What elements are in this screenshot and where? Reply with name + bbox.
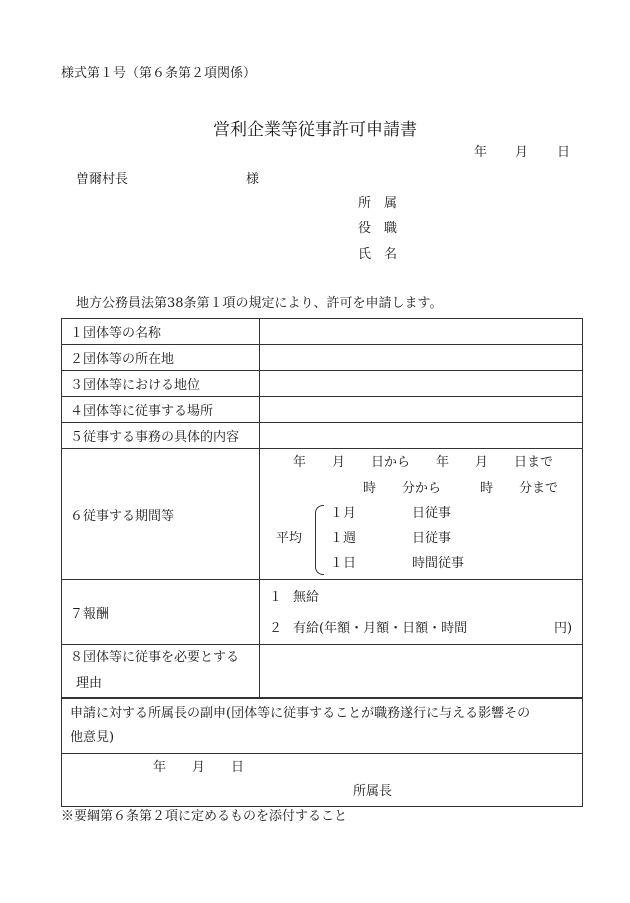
- addressee-honorific: 様: [246, 172, 260, 187]
- date-year: 年: [474, 145, 488, 160]
- period-field[interactable]: [260, 449, 583, 580]
- table-row: [62, 754, 583, 807]
- avg-week-label: １週: [330, 531, 357, 546]
- row-label-period: ６従事する期間等: [62, 449, 260, 580]
- period-time-range: 時 分から 時 分まで: [363, 481, 559, 496]
- addressee-name: 曽爾村長: [76, 172, 129, 187]
- work-place-field[interactable]: [260, 397, 583, 423]
- opinion-signer: 所属長: [353, 784, 393, 799]
- table-row: [62, 645, 583, 698]
- row-label-org-position: ３団体等における地位: [62, 371, 260, 397]
- table-row: [62, 397, 583, 423]
- table-row: [62, 449, 583, 580]
- table-row: [62, 371, 583, 397]
- work-content-field[interactable]: [260, 423, 583, 449]
- table-row: [62, 698, 583, 754]
- reward-option-paid: 有給(年額・月額・日額・時間: [293, 621, 468, 636]
- document-title: 営利企業等従事許可申請書: [213, 120, 417, 140]
- footnote: ※要綱第６条第２項に定めるものを添付すること: [61, 809, 348, 824]
- org-position-field[interactable]: [260, 371, 583, 397]
- avg-day-label: １日: [330, 556, 357, 571]
- applicant-position-label: 役 職: [358, 221, 398, 236]
- applicant-name-label: 氏 名: [358, 247, 398, 262]
- applicant-affiliation-label: 所 属: [358, 196, 398, 211]
- avg-month-unit: 日従事: [412, 506, 452, 521]
- reward-option-2-number: ２: [269, 621, 283, 636]
- reason-label-line2: 理由: [76, 675, 103, 691]
- reason-field[interactable]: [260, 645, 583, 698]
- row-label-org-name: １団体等の名称: [62, 319, 260, 345]
- reward-field[interactable]: [260, 580, 583, 645]
- period-date-range: 年 月 日から 年 月 日まで: [293, 455, 554, 470]
- intro-statement: 地方公務員法第38条第１項の規定により、許可を申請します。: [76, 296, 443, 311]
- date-month: 月: [515, 145, 529, 160]
- opinion-heading-line1: 申請に対する所属長の副申(団体等に従事することが職務遂行に与える影響その: [70, 705, 531, 721]
- application-table: [61, 318, 583, 807]
- average-label: 平均: [276, 531, 303, 546]
- org-name-field[interactable]: [260, 319, 583, 345]
- reward-option-unpaid: 無給: [293, 590, 320, 605]
- avg-month-label: １月: [330, 506, 357, 521]
- row-label-reason: [62, 645, 260, 698]
- row-label-work-place: ４団体等に従事する場所: [62, 397, 260, 423]
- org-address-field[interactable]: [260, 345, 583, 371]
- table-row: [62, 423, 583, 449]
- date-day: 日: [557, 145, 571, 160]
- opinion-date: 年 月 日: [153, 760, 245, 775]
- reason-label-line1: ８団体等に従事を必要とする: [70, 649, 240, 665]
- table-row: [62, 345, 583, 371]
- reward-yen-suffix: 円): [554, 621, 573, 636]
- avg-day-unit: 時間従事: [412, 556, 465, 571]
- opinion-field[interactable]: [62, 754, 583, 807]
- opinion-heading-line2: 他意見): [70, 729, 115, 745]
- form-number: 様式第１号（第６条第２項関係）: [61, 66, 257, 81]
- table-row: [62, 580, 583, 645]
- opinion-heading-cell: [62, 698, 583, 754]
- table-row: [62, 319, 583, 345]
- avg-week-unit: 日従事: [412, 531, 452, 546]
- row-label-org-address: ２団体等の所在地: [62, 345, 260, 371]
- reward-option-1-number: １: [269, 590, 283, 605]
- row-label-work-content: ５従事する事務の具体的内容: [62, 423, 260, 449]
- average-bracket: [315, 505, 324, 575]
- row-label-reward: ７報酬: [62, 580, 260, 645]
